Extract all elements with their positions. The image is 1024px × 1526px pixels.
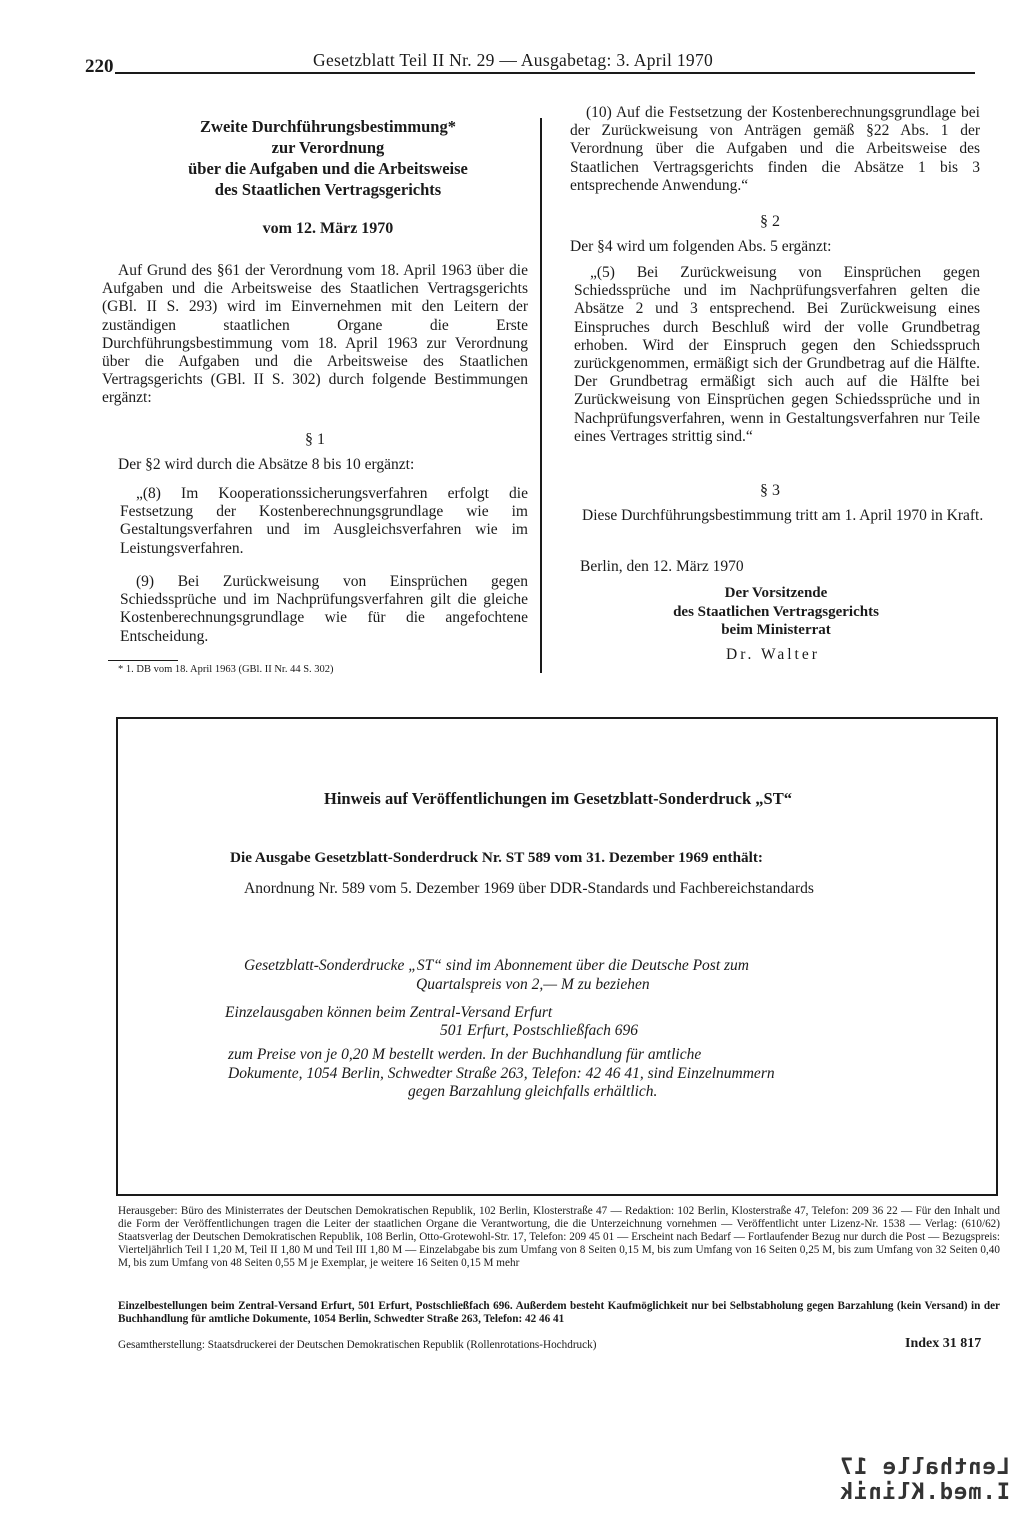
signature-line: des Staatlichen Vertragsgerichts xyxy=(673,603,879,620)
section-1-paragraph-10: (10) Auf die Festsetzung der Kostenberechnungsgrundlage bei der Zurückweisung von Anträgen gemäß §22 Abs. 1 der Verordnung über die Aufgaben und die Arbeitsweise des Staatlichen Vertragsgerichts finden die Absätze 1 bis 3 entsprechende Anwendung.“ xyxy=(570,104,980,194)
decree-title-line: über die Aufgaben und die Arbeitsweise xyxy=(188,159,468,178)
section-1-heading: § 1 xyxy=(305,431,325,448)
decree-title xyxy=(118,116,538,200)
section-1-paragraph-8: „(8) Im Kooperationssicherungsverfahren erfolgt die Festsetzung der Kostenberechnungsgrundlage wie im Gestaltungsverfahren und im Ausgleichsverfahren wie im Leistungsverfahren. xyxy=(120,485,528,557)
signer-name: Dr. Walter xyxy=(726,646,820,663)
stamp-line: Lenthalle 17 xyxy=(839,1455,1010,1480)
stamp-line: I.med.Klinik xyxy=(839,1480,1010,1505)
library-stamp xyxy=(770,1455,1010,1505)
section-2-paragraph-5: „(5) Bei Zurückweisung von Einsprüchen gegen Schiedssprüche und im Nachprüfungsverfahren gelten die Absätze 2 und 3 entsprechend. Bei Zurückweisung eines Einspruches durch Beschluß wird der volle Grundbetrag erhoben. Wird der Einspruch gegen den Schiedsspruch zurückgenommen, ermäßigt sich der Grundbetrag auf die Hälfte. Der Grundbetrag ermäßigt sich auch auf die Hälfte bei Zurückweisung von Einsprüchen gegen Schiedssprüche und in Nachprüfungsverfahren, wenn in Gestaltungsverfahren nur Teile eines Vertrages strittig sind.“ xyxy=(574,264,980,445)
column-divider xyxy=(540,118,542,673)
section-3-heading: § 3 xyxy=(760,482,780,499)
decree-title-line: des Staatlichen Vertragsgerichts xyxy=(214,180,442,199)
imprint-orders: Einzelbestellungen beim Zentral-Versand Erfurt, 501 Erfurt, Postschließfach 696. Außerdem besteht Kaufmöglichkeit nur bei Selbstabholung gegen Barzahlung (kein Versand) in der Buchhandlung für amtliche Dokumente, 1054 Berlin, Schwedter Straße 263, Telefon: 42 46 41 xyxy=(118,1300,1000,1325)
notice-issue-heading: Die Ausgabe Gesetzblatt-Sonderdruck Nr. ST 589 vom 31. Dezember 1969 enthält: xyxy=(230,849,763,866)
notice-title: Hinweis auf Veröffentlichungen im Gesetzblatt-Sonderdruck „ST“ xyxy=(324,789,792,808)
page-header-title: Gesetzblatt Teil II Nr. 29 — Ausgabetag: 3. April 1970 xyxy=(313,50,714,70)
notice-price-line: gegen Barzahlung gleichfalls erhältlich. xyxy=(408,1083,658,1100)
footnote-rule xyxy=(108,660,178,661)
notice-subscription-line: Gesetzblatt-Sonderdrucke „ST“ sind im Abonnement über die Deutsche Post zum xyxy=(244,957,749,974)
section-1-paragraph-9: (9) Bei Zurückweisung von Einsprüchen gegen Schiedssprüche und im Nachprüfungsverfahren gilt die gleiche Kostenberechnungsgrundlage wie für die angefochtene Entscheidung. xyxy=(120,573,528,645)
notice-price-line: Dokumente, 1054 Berlin, Schwedter Straße 263, Telefon: 42 46 41, sind Einzelnummern xyxy=(228,1065,775,1082)
decree-title-line: Zweite Durchführungsbestimmung* xyxy=(200,117,456,136)
place-date: Berlin, den 12. März 1970 xyxy=(580,558,744,575)
section-1-intro: Der §2 wird durch die Absätze 8 bis 10 ergänzt: xyxy=(118,456,415,473)
decree-title-line: zur Verordnung xyxy=(271,138,385,157)
footnote: * 1. DB vom 18. April 1963 (GBl. II Nr. 44 S. 302) xyxy=(118,664,334,675)
decree-date: vom 12. März 1970 xyxy=(262,220,394,237)
signature-line: Der Vorsitzende xyxy=(724,585,828,601)
section-2-intro: Der §4 wird um folgenden Abs. 5 ergänzt: xyxy=(570,238,832,255)
notice-single-issues-line: Einzelausgaben können beim Zentral-Versand Erfurt xyxy=(225,1004,553,1021)
signature-block xyxy=(616,584,936,640)
page-number: 220 xyxy=(85,56,114,77)
imprint-printer: Gesamtherstellung: Staatsdruckerei der Deutschen Demokratischen Republik (Rollenrotations-Hochdruck) xyxy=(118,1339,597,1351)
notice-price-line: zum Preise von je 0,20 M bestellt werden. In der Buchhandlung für amtliche xyxy=(228,1046,702,1063)
decree-intro: Auf Grund des §61 der Verordnung vom 18. April 1963 über die Aufgaben und die Arbeitsweise des Staatlichen Vertragsgerichts (GBl. II S. 293) wird im Einvernehmen mit den Leitern der zuständigen staatlichen Organe die Erste Durchführungsbestimmung vom 18. April 1963 zur Verordnung über die Aufgaben und die Arbeitsweise des Staatlichen Vertragsgerichts (GBl. II S. 302) durch folgende Bestimmungen ergänzt: xyxy=(102,262,528,407)
notice-subscription-line: Quartalspreis von 2,— M zu beziehen xyxy=(416,976,650,993)
signature-line: beim Ministerrat xyxy=(721,622,831,638)
notice-issue-content: Anordnung Nr. 589 vom 5. Dezember 1969 über DDR-Standards und Fachbereichstandards xyxy=(244,880,814,897)
section-3-text: Diese Durchführungsbestimmung tritt am 1. April 1970 in Kraft. xyxy=(582,507,984,524)
section-2-heading: § 2 xyxy=(760,213,780,230)
imprint-index: Index 31 817 xyxy=(905,1336,982,1351)
imprint-publisher: Herausgeber: Büro des Ministerrates der Deutschen Demokratischen Republik, 102 Berlin, Klosterstraße 47 — Redaktion: 102 Berlin, Klosterstraße 47, Telefon: 209 36 22 — Für den Inhalt und die Form der Veröffentlichungen tragen die Leiter der staatlichen Organe die Verantwortung, die die Unterzeichnung vornehmen — Veröffentlicht unter Lizenz-Nr. 1538 — Verlag: (610/62) Staatsverlag der Deutschen Demokratischen Republik, 108 Berlin, Otto-Grotewohl-Str. 17, Telefon: 209 45 01 — Erscheint nach Bedarf — Fortlaufender Bezug nur durch die Post — Bezugspreis: Vierteljährlich Teil I 1,20 M, Teil II 1,80 M und Teil III 1,80 M — Einzelabgabe bis zum Umfang von 8 Seiten 0,15 M, bis zum Umfang von 16 Seiten 0,25 M, bis zum Umfang von 32 Seiten 0,40 M, bis zum Umfang von 48 Seiten 0,55 M je Exemplar, je weitere 16 Seiten 0,15 M mehr xyxy=(118,1205,1000,1269)
header-rule xyxy=(115,72,975,74)
notice-single-issues-line: 501 Erfurt, Postschließfach 696 xyxy=(440,1022,639,1039)
